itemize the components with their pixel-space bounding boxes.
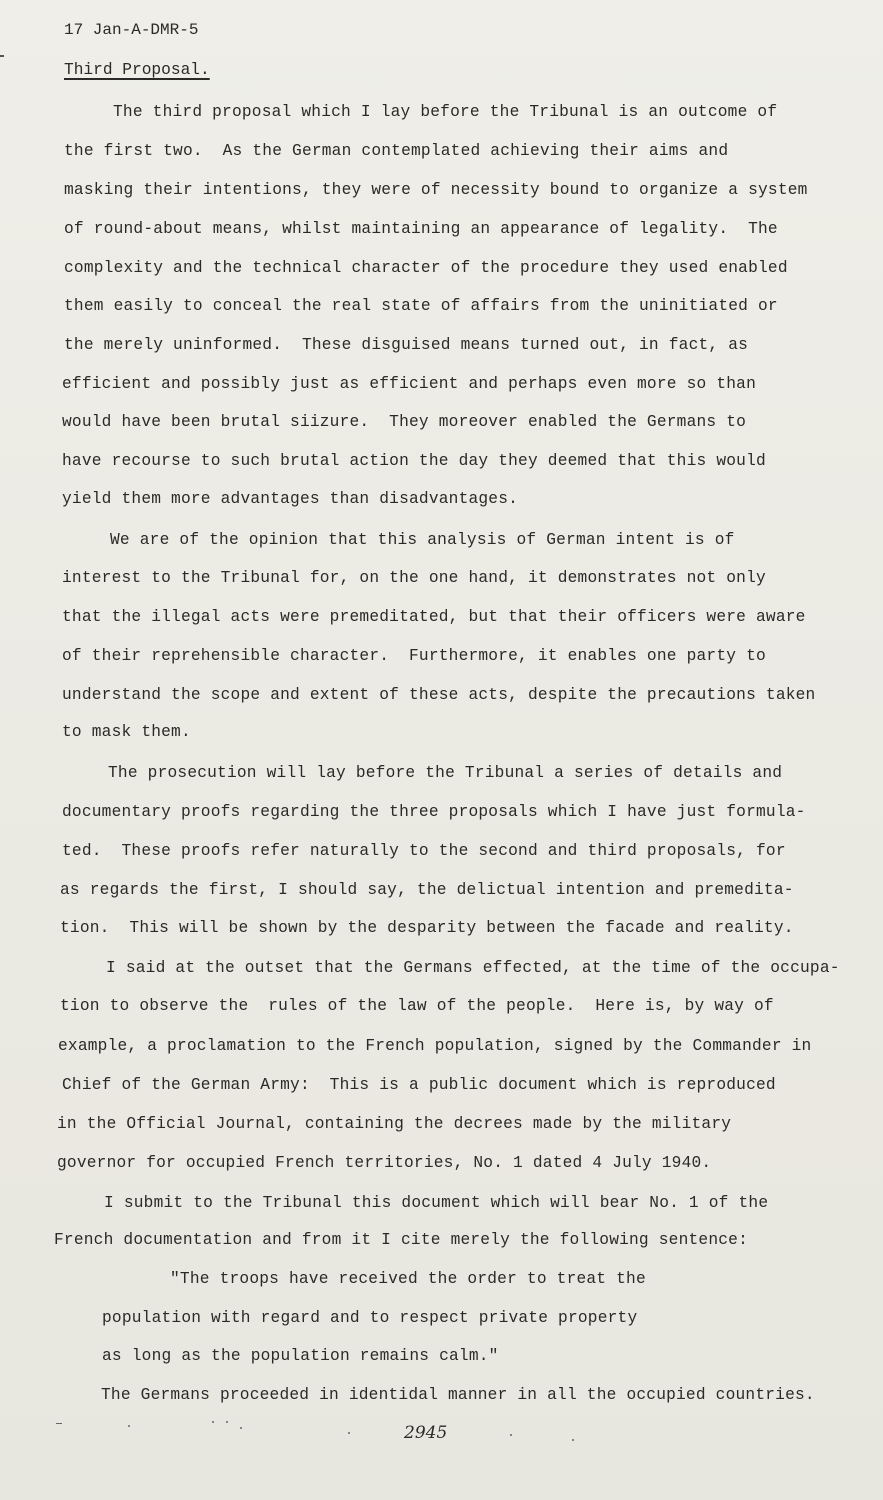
stray-mark xyxy=(128,1425,130,1427)
text-line: them easily to conceal the real state of affairs from the uninitiated or xyxy=(64,297,778,315)
text-line: documentary proofs regarding the three proposals which I have just formula- xyxy=(62,803,806,821)
text-line: would have been brutal siizure. They moreover enabled the Germans to xyxy=(62,413,747,431)
margin-mark xyxy=(0,55,4,57)
text-line: of their reprehensible character. Furthermore, it enables one party to xyxy=(62,647,766,665)
quotation-line: population with regard and to respect private property xyxy=(102,1309,638,1327)
text-line: interest to the Tribunal for, on the one hand, it demonstrates not only xyxy=(62,569,766,587)
text-line: The prosecution will lay before the Tribunal a series of details and xyxy=(108,764,783,782)
stray-mark xyxy=(240,1427,242,1429)
text-line: The Germans proceeded in identidal manner in all the occupied countries. xyxy=(101,1386,815,1404)
text-line: example, a proclamation to the French population, signed by the Commander in xyxy=(58,1037,812,1055)
text-line: complexity and the technical character of the procedure they used enabled xyxy=(64,259,788,277)
stray-mark xyxy=(56,1423,62,1424)
text-line: the first two. As the German contemplated achieving their aims and xyxy=(64,142,729,160)
text-line: masking their intentions, they were of necessity bound to organize a system xyxy=(64,181,808,199)
text-line: governor for occupied French territories, No. 1 dated 4 July 1940. xyxy=(57,1154,712,1172)
text-line: We are of the opinion that this analysis of German intent is of xyxy=(110,531,735,549)
text-line: The third proposal which I lay before the Tribunal is an outcome of xyxy=(113,103,778,121)
text-line: Chief of the German Army: This is a public document which is reproduced xyxy=(62,1076,776,1094)
stray-mark xyxy=(226,1421,228,1423)
text-line: to mask them. xyxy=(62,723,191,741)
text-line: of round-about means, whilst maintaining an appearance of legality. The xyxy=(64,220,778,238)
text-line: yield them more advantages than disadvantages. xyxy=(62,490,519,508)
text-line: French documentation and from it I cite merely the following sentence: xyxy=(54,1231,748,1249)
text-line: I said at the outset that the Germans effected, at the time of the occupa- xyxy=(106,959,840,977)
quotation-line: "The troops have received the order to treat the xyxy=(170,1270,646,1288)
text-line: efficient and possibly just as efficient and perhaps even more so than xyxy=(62,375,756,393)
text-line: as regards the first, I should say, the delictual intention and premedita- xyxy=(60,881,794,899)
text-line: understand the scope and extent of these acts, despite the precautions taken xyxy=(62,686,816,704)
stray-mark xyxy=(348,1432,350,1434)
text-line: tion to observe the rules of the law of the people. Here is, by way of xyxy=(60,997,774,1015)
text-line: tion. This will be shown by the desparity between the facade and reality. xyxy=(60,919,794,937)
text-line: that the illegal acts were premeditated, but that their officers were aware xyxy=(62,608,806,626)
page-number: 2945 xyxy=(404,1423,448,1443)
stray-mark xyxy=(212,1421,214,1423)
text-line: in the Official Journal, containing the decrees made by the military xyxy=(57,1115,732,1133)
text-line: ted. These proofs refer naturally to the second and third proposals, for xyxy=(62,842,786,860)
quotation-line: as long as the population remains calm." xyxy=(102,1347,499,1365)
text-line: I submit to the Tribunal this document which will bear No. 1 of the xyxy=(104,1194,769,1212)
section-title: Third Proposal. xyxy=(64,61,210,79)
text-line: have recourse to such brutal action the day they deemed that this would xyxy=(62,452,766,470)
stray-mark xyxy=(572,1439,574,1441)
text-line: the merely uninformed. These disguised means turned out, in fact, as xyxy=(64,336,749,354)
stray-mark xyxy=(510,1434,512,1436)
document-reference: 17 Jan-A-DMR-5 xyxy=(64,21,199,39)
